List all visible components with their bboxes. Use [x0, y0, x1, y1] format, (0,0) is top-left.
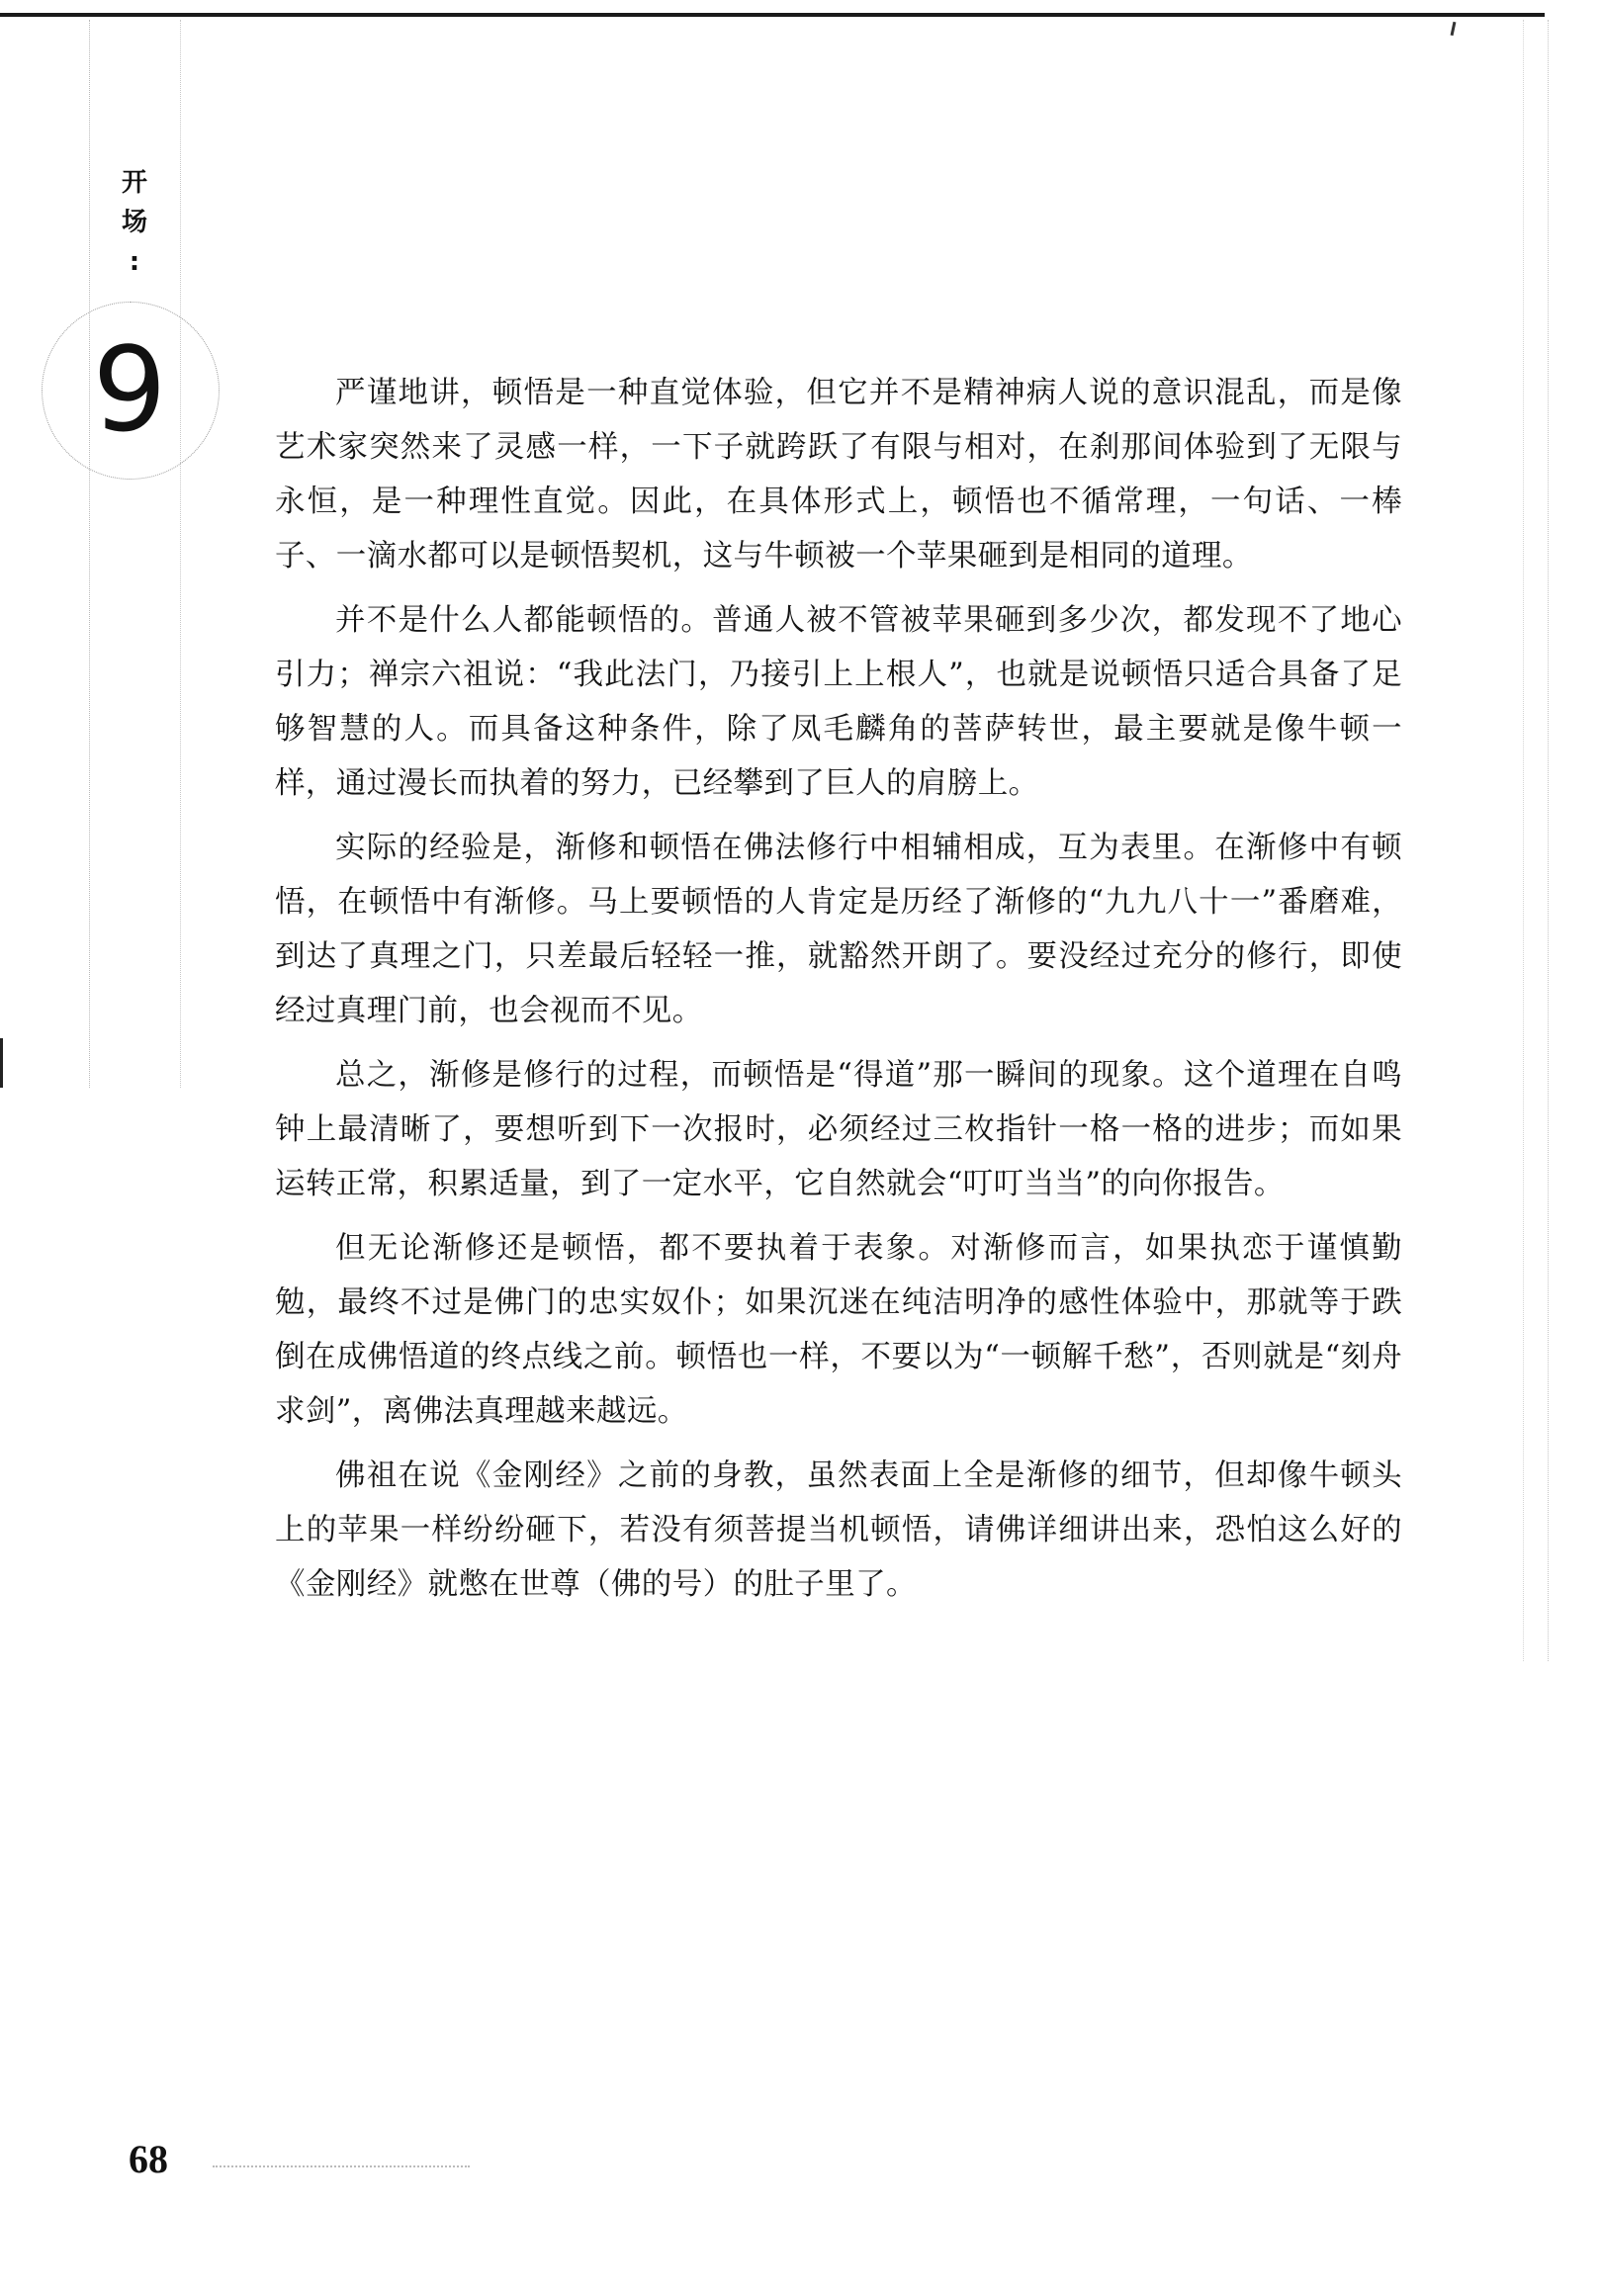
corner-tick-mark	[1451, 22, 1457, 36]
paragraph-2: 并不是什么人都能顿悟的。普通人被不管被苹果砸到多少次，都发现不了地心引力；禅宗六祖说：“我此法门，乃接引上上根人”，也就是说顿悟只适合具备了足够智慧的人。而具备这种条件，除了凤毛麟角的菩萨转世，最主要就是像牛顿一样，通过漫长而执着的努力，已经攀到了巨人的肩膀上。	[275, 603, 1402, 801]
page-number: 68	[129, 2137, 168, 2181]
right-margin-guide	[1548, 20, 1549, 1661]
paragraph-5: 但无论渐修还是顿悟，都不要执着于表象。对渐修而言，如果执恋于谨慎勤勉，最终不过是佛门的忠实奴仆；如果沉迷在纯洁明净的感性体验中，那就等于跌倒在成佛悟道的终点线之前。顿悟也一样，不要以为“一顿解千愁”，否则就是“刻舟求剑”，离佛法真理越来越远。	[275, 1231, 1402, 1429]
section-label-colon: :	[129, 247, 140, 277]
section-label-char-1: 开	[121, 168, 147, 198]
paragraph-1: 严谨地讲，顿悟是一种直觉体验，但它并不是精神病人说的意识混乱，而是像艺术家突然来了灵感一样，一下子就跨跃了有限与相对，在刹那间体验到了无限与永恒，是一种理性直觉。因此，在具体形式上，顿悟也不循常理，一句话、一棒子、一滴水都可以是顿悟契机，这与牛顿被一个苹果砸到是相同的道理。	[275, 376, 1402, 574]
top-rule	[0, 13, 1545, 17]
right-margin-guide-inner	[1523, 20, 1524, 1661]
section-label	[115, 163, 154, 282]
chapter-number: 9	[92, 321, 167, 458]
footer-dotted-rule	[213, 2165, 470, 2167]
paragraph-3: 实际的经验是，渐修和顿悟在佛法修行中相辅相成，互为表里。在渐修中有顿悟，在顿悟中有渐修。马上要顿悟的人肯定是历经了渐修的“九九八十一”番磨难，到达了真理之门，只差最后轻轻一推，就豁然开朗了。要没经过充分的修行，即使经过真理门前，也会视而不见。	[275, 831, 1402, 1028]
paragraph-6: 佛祖在说《金刚经》之前的身教，虽然表面上全是渐修的细节，但却像牛顿头上的苹果一样纷纷砸下，若没有须菩提当机顿悟，请佛详细讲出来，恐怕这么好的《金刚经》就憋在世尊（佛的号）的肚子里了。	[275, 1458, 1402, 1602]
paragraph-4: 总之，渐修是修行的过程，而顿悟是“得道”那一瞬间的现象。这个道理在自鸣钟上最清晰了，要想听到下一次报时，必须经过三枚指针一格一格的进步；而如果运转正常，积累适量，到了一定水平，它自然就会“叮叮当当”的向你报告。	[275, 1058, 1402, 1201]
left-edge-mark	[0, 1038, 3, 1088]
body-text	[275, 366, 1402, 1622]
left-margin-guide-inner	[180, 20, 181, 1088]
left-margin-guide	[89, 20, 90, 1088]
section-label-char-2: 场	[121, 208, 147, 237]
